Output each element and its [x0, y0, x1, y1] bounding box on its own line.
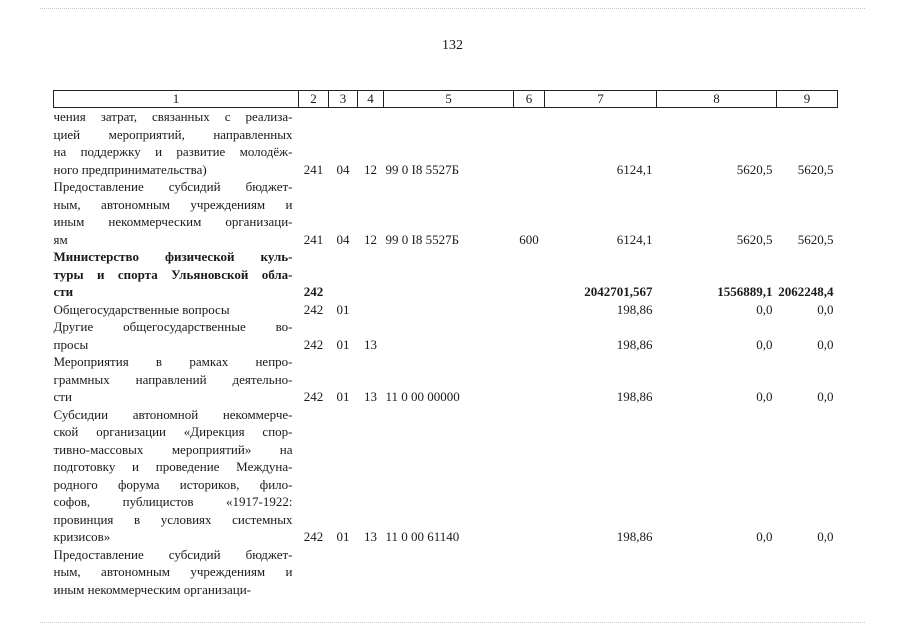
row-name-line: цией мероприятий, направленных	[53, 126, 293, 142]
section-code	[329, 248, 358, 301]
amount-col-9: 5620,5	[797, 161, 834, 177]
table-body	[54, 108, 838, 599]
row-name-line: сти	[53, 284, 74, 299]
expense-type-code	[514, 406, 545, 546]
amount-col-9: 0,0	[817, 336, 834, 352]
section-code: 01	[336, 336, 350, 352]
expense-type-code: 600	[519, 231, 539, 247]
admin-code: 242	[303, 529, 324, 544]
row-name	[54, 318, 299, 353]
amount-col-9: 0,0	[817, 389, 834, 404]
row-name-line: софов, публицистов «1917-1922:	[53, 494, 293, 509]
column-header: 8	[657, 91, 777, 108]
expense-type-code	[514, 301, 545, 319]
target-article-code	[384, 301, 514, 319]
column-header: 1	[54, 91, 299, 108]
amount-col-7: 198,86	[616, 389, 653, 404]
amount-col-7	[545, 546, 657, 599]
amount-col-7: 2042701,567	[584, 284, 653, 299]
subsection-code: 13	[364, 336, 377, 352]
row-name-line: ным, автономным учреждениям и	[53, 196, 293, 212]
row-name	[54, 546, 299, 599]
row-name	[54, 353, 299, 406]
table-row	[54, 406, 838, 546]
amount-col-7: 198,86	[616, 336, 653, 352]
admin-code	[299, 546, 329, 599]
subsection-code	[358, 248, 384, 301]
expense-type-code	[514, 108, 545, 179]
amount-col-7: 6124,1	[616, 161, 653, 177]
section-code	[329, 546, 358, 599]
table-header-row	[54, 91, 838, 108]
expense-type-code	[514, 318, 545, 353]
row-name-line: иным некоммерческим организаци-	[53, 581, 251, 597]
section-code: 01	[336, 529, 350, 544]
row-name-line: ного предпринимательства)	[53, 161, 207, 177]
table-row	[54, 248, 838, 301]
amount-col-8: 5620,5	[736, 231, 773, 247]
row-name-line: кризисов»	[53, 529, 111, 544]
target-article-code	[384, 318, 514, 353]
amount-col-8: 5620,5	[736, 161, 773, 177]
table-row	[54, 546, 838, 599]
row-name-line: Мероприятия в рамках непро-	[53, 354, 293, 369]
admin-code: 241	[303, 231, 324, 247]
section-code: 01	[336, 389, 350, 404]
amount-col-8: 0,0	[756, 389, 773, 404]
subsection-code: 12	[364, 231, 377, 247]
target-article-code	[384, 248, 514, 301]
amount-col-8	[657, 546, 777, 599]
subsection-code	[358, 301, 384, 319]
row-name-line: провинция в условиях системных	[53, 511, 293, 527]
expense-type-code	[514, 248, 545, 301]
row-name-line: тивно-массовых мероприятий» на	[53, 441, 293, 457]
column-header: 4	[358, 91, 384, 108]
row-name-line: туры и спорта Ульяновской обла-	[53, 266, 293, 282]
row-name-line: ской организации «Дирекция спор-	[53, 424, 293, 439]
section-code: 04	[336, 161, 350, 177]
amount-col-8: 0,0	[756, 336, 773, 352]
row-name	[54, 248, 299, 301]
table-row	[54, 318, 838, 353]
table-row	[54, 178, 838, 248]
subsection-code	[358, 546, 384, 599]
row-name-line: сти	[53, 389, 72, 404]
row-name-line: Предоставление субсидий бюджет-	[53, 179, 293, 194]
amount-col-8: 0,0	[756, 301, 773, 317]
section-code: 04	[336, 231, 350, 247]
column-header: 3	[329, 91, 358, 108]
page-number: 132	[442, 38, 463, 53]
admin-code: 241	[303, 161, 324, 177]
row-name-line: родного форума историков, фило-	[53, 476, 293, 492]
budget-table	[53, 90, 838, 598]
column-header: 5	[384, 91, 514, 108]
subsection-code: 13	[364, 389, 377, 404]
admin-code: 242	[303, 284, 324, 299]
table-row	[54, 301, 838, 319]
amount-col-9: 0,0	[817, 301, 834, 317]
row-name-line: ям	[53, 231, 68, 247]
row-name-line: просы	[53, 336, 89, 352]
admin-code: 242	[303, 301, 324, 317]
amount-col-8: 0,0	[756, 529, 773, 544]
amount-col-7: 198,86	[616, 529, 653, 544]
target-article-code: 11 0 00 61140	[385, 529, 460, 544]
row-name	[54, 178, 299, 248]
expense-type-code	[514, 546, 545, 599]
expense-type-code	[514, 353, 545, 406]
amount-col-8: 1556889,1	[717, 284, 773, 299]
target-article-code: 99 0 I8 5527Б	[385, 161, 460, 177]
target-article-code: 99 0 I8 5527Б	[385, 231, 460, 247]
amount-col-9: 2062248,4	[778, 284, 834, 299]
row-name-line: Другие общегосударственные во-	[53, 319, 293, 334]
row-name	[54, 406, 299, 546]
column-header: 6	[514, 91, 545, 108]
table-row	[54, 108, 838, 179]
target-article-code	[384, 546, 514, 599]
row-name-line: иным некоммерческим организаци-	[53, 214, 293, 229]
row-name-line: Предоставление субсидий бюджет-	[53, 546, 293, 562]
row-name-line: граммных направлений деятельно-	[53, 371, 293, 387]
admin-code: 242	[303, 389, 324, 404]
column-header: 9	[777, 91, 838, 108]
row-name-line: на поддержку и развитие молодёж-	[53, 144, 293, 159]
table-row	[54, 353, 838, 406]
amount-col-9	[777, 546, 838, 599]
row-name-line: ным, автономным учреждениям и	[53, 564, 293, 579]
amount-col-7: 198,86	[616, 301, 653, 317]
column-header: 7	[545, 91, 657, 108]
amount-col-9: 5620,5	[797, 231, 834, 247]
row-name	[54, 301, 299, 319]
amount-col-7: 6124,1	[616, 231, 653, 247]
scan-artifact-bottom	[40, 622, 865, 624]
subsection-code: 13	[364, 529, 377, 544]
row-name-line: Общегосударственные вопросы	[53, 301, 230, 317]
target-article-code: 11 0 00 00000	[385, 389, 460, 404]
row-name-line: подготовку и проведение Междуна-	[53, 459, 293, 474]
scan-artifact-top	[40, 8, 865, 10]
row-name-line: Субсидии автономной некоммерче-	[53, 406, 293, 422]
subsection-code: 12	[364, 161, 377, 177]
row-name-line: чения затрат, связанных с реализа-	[53, 109, 293, 124]
amount-col-9: 0,0	[817, 529, 834, 544]
row-name	[54, 108, 299, 179]
column-header: 2	[299, 91, 329, 108]
admin-code: 242	[303, 336, 324, 352]
row-name-line: Министерство физической куль-	[53, 249, 293, 264]
section-code: 01	[336, 301, 350, 317]
